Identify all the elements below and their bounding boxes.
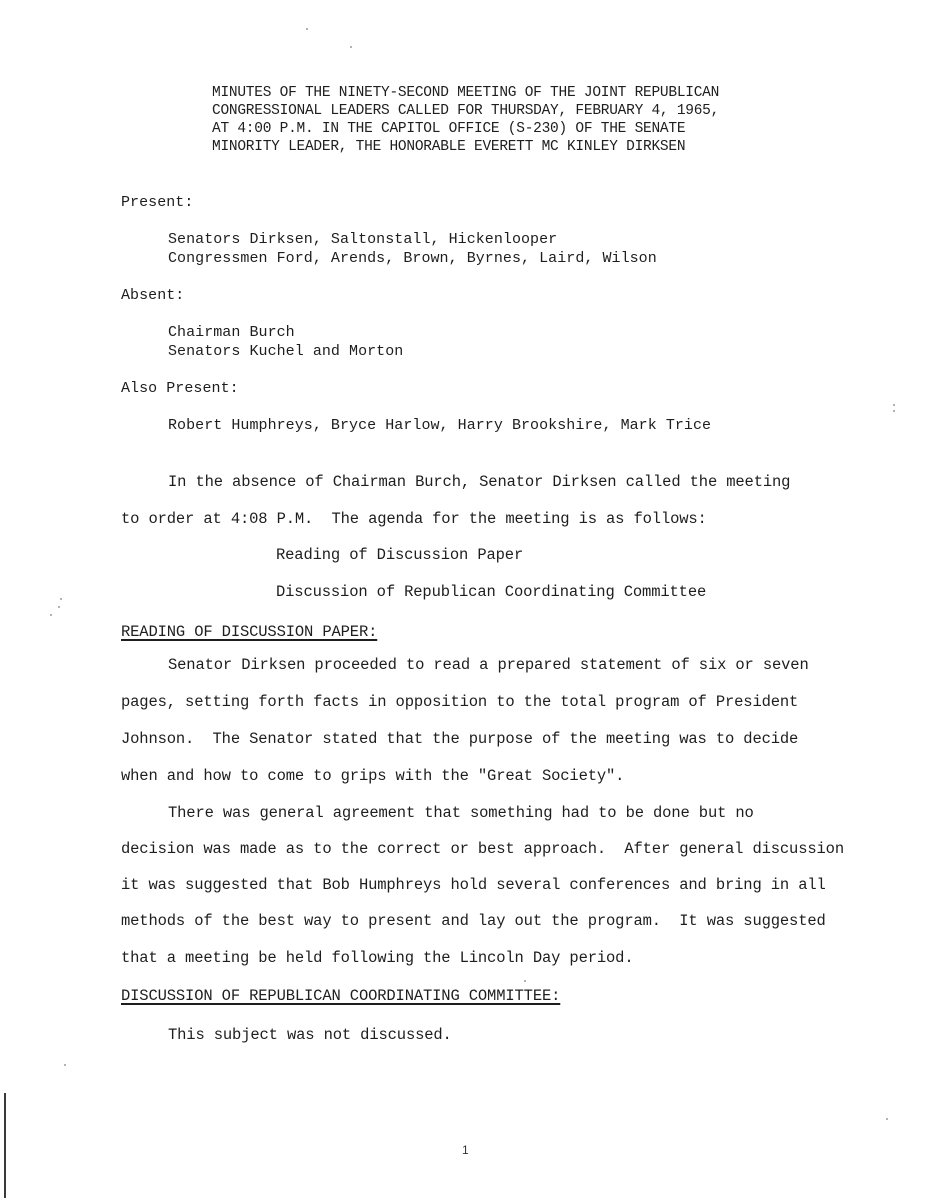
body-line: methods of the best way to present and lay out the program. It was suggested [121, 912, 826, 930]
also-present-label: Also Present: [121, 380, 239, 397]
body-line: pages, setting forth facts in opposition to the total program of President [121, 693, 799, 711]
scan-speck [64, 1064, 66, 1066]
scan-speck [350, 46, 352, 48]
body-line: that a meeting be held following the Lincoln Day period. [121, 949, 634, 967]
page-number: 1 [462, 1143, 469, 1157]
scan-edge-line [4, 1093, 6, 1198]
scan-speck [893, 404, 895, 406]
body-line: when and how to come to grips with the "Great Society". [121, 767, 625, 785]
also-present-line: Robert Humphreys, Bryce Harlow, Harry Brookshire, Mark Trice [168, 417, 712, 434]
title-line: MINORITY LEADER, THE HONORABLE EVERETT MC KINLEY DIRKSEN [212, 139, 686, 155]
absentee-line: Senators Kuchel and Morton [168, 343, 404, 360]
agenda-item: Reading of Discussion Paper [276, 546, 524, 564]
scan-speck [893, 410, 895, 412]
scan-speck [306, 28, 308, 30]
absentee-line: Chairman Burch [168, 324, 295, 341]
body-line: There was general agreement that something had to be done but no [168, 804, 754, 822]
body-line: it was suggested that Bob Humphreys hold several conferences and bring in all [121, 876, 826, 894]
scan-speck [886, 1118, 888, 1120]
body-line: This subject was not discussed. [168, 1026, 452, 1044]
agenda-item: Discussion of Republican Coordinating Committee [276, 583, 707, 601]
present-label: Present: [121, 194, 194, 211]
title-line: CONGRESSIONAL LEADERS CALLED FOR THURSDAY, FEBRUARY 4, 1965, [212, 103, 720, 119]
body-line: Johnson. The Senator stated that the purpose of the meeting was to decide [121, 730, 799, 748]
body-line: In the absence of Chairman Burch, Senator Dirksen called the meeting [168, 473, 791, 491]
section-heading: READING OF DISCUSSION PAPER: [121, 623, 378, 641]
body-line: decision was made as to the correct or best approach. After general discussion [121, 840, 844, 858]
body-line: to order at 4:08 P.M. The agenda for the meeting is as follows: [121, 510, 707, 528]
attendee-line: Senators Dirksen, Saltonstall, Hickenlooper [168, 231, 558, 248]
attendee-line: Congressmen Ford, Arends, Brown, Byrnes, Laird, Wilson [168, 250, 657, 267]
scan-speck [60, 598, 62, 600]
title-line: MINUTES OF THE NINETY-SECOND MEETING OF THE JOINT REPUBLICAN [212, 85, 720, 101]
body-line: Senator Dirksen proceeded to read a prepared statement of six or seven [168, 656, 809, 674]
scan-speck [50, 614, 52, 616]
scan-speck [58, 606, 60, 608]
absent-label: Absent: [121, 287, 185, 304]
title-line: AT 4:00 P.M. IN THE CAPITOL OFFICE (S-230) OF THE SENATE [212, 121, 686, 137]
section-heading: DISCUSSION OF REPUBLICAN COORDINATING COMMITTEE: [121, 987, 561, 1005]
scan-speck [524, 980, 526, 982]
